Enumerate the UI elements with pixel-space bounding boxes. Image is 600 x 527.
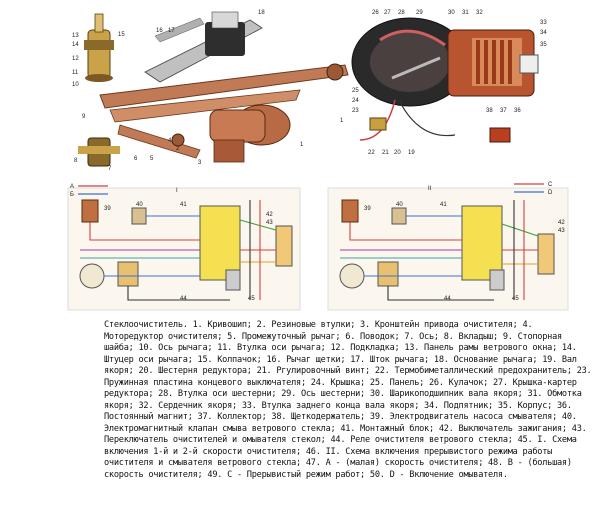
svg-text:44: 44 [180,296,187,302]
svg-text:41: 41 [180,202,187,208]
label-15: 15 [118,32,125,38]
svg-text:II: II [428,186,432,192]
label-8: 8 [74,158,78,164]
svg-text:28: 28 [398,10,405,16]
svg-text:43: 43 [558,228,565,234]
label-10: 10 [72,82,79,88]
svg-text:39: 39 [104,206,111,212]
label-6: 6 [134,156,138,162]
svg-text:40: 40 [396,202,403,208]
label-1b: 1 [340,118,344,124]
label-13: 13 [72,33,79,39]
svg-text:40: 40 [136,202,143,208]
label-16: 16 [156,28,163,34]
svg-text:43: 43 [266,220,273,226]
wiring-schema-2 [328,182,568,310]
svg-text:39: 39 [364,206,371,212]
label-5: 5 [150,156,154,162]
svg-text:33: 33 [540,20,547,26]
label-17: 17 [168,28,175,34]
svg-text:31: 31 [462,10,469,16]
svg-text:A: A [70,184,75,190]
label-18: 18 [258,10,265,16]
svg-text:38: 38 [486,108,493,114]
svg-text:30: 30 [448,10,455,16]
svg-text:45: 45 [512,296,519,302]
svg-text:34: 34 [540,30,547,36]
svg-text:29: 29 [416,10,423,16]
label-1a: 1 [300,142,304,148]
figure-caption: Стеклоочиститель. 1. Кривошип; 2. Резиновые втулки; 3. Кронштейн привода очистителя; 4. Моторедуктор очистителя; 5. Промежуточный рычаг; 6. Поводок; 7. Ось; 8. Вкладыш; 9. Стопорная шайба; 10. Ось рычага; 11. Втулка оси рычага; 12. Подкладка; 13. Панель рамы ветрового окна; 14. Штуцер оси рычага; 15. Колпачок; 16. Рычаг щетки; 17. Шток рычага; 18. Основание рычага; 19. Вал якоря; 20. Шестерня редуктора; 21. Ргулировочный винт; 22. Термобиметаллический предохранитель; 23. Пружинная пластина концевого выключателя; 24. Крышка; 25. Панель; 26. Кулачок; 27. Крышка-картер редуктора; 28. Втулка оси шестерни; 29. Ось шестерни; 30. Шарикоподшипник вала якоря; 31. Обмотка якоря; 32. Сердечник якоря; 33. Втулка заднего конца вала якоря; 34. Подпятник; 35. Корпус; 36. Постоянный магнит; 37. Коллектор; 38. Щеткодержатель; 39. Электродвигатель насоса смывателя; 40. Электромагнитный клапан смыва ветрового стекла; 41. Монтажный блок; 42. Выключатель зажигания; 43. Переключатель очистителей и омывателя стекол; 44. Реле очистителя ветрового стекла; 45. I. Схема включения 1-й и 2-й скорости очистителя; 46. II. Схема включения прерывистого режима работы очистителя и смывателя ветрового стекла; 47. А - (малая) скорость очистителя; 48. B - (большая) скорость очистителя; 49. С - Прерывистый режим работ; 50. D - Включение омывателя. [104,320,597,480]
svg-text:I: I [176,188,178,194]
svg-text:42: 42 [558,220,565,226]
svg-text:36: 36 [514,108,521,114]
label-3: 3 [198,160,202,166]
svg-text:27: 27 [384,10,391,16]
svg-text:32: 32 [476,10,483,16]
svg-text:42: 42 [266,212,273,218]
svg-text:22: 22 [368,150,375,156]
motor-cutaway-illustration [352,18,538,142]
svg-text:24: 24 [352,98,359,104]
label-2: 2 [176,146,180,152]
svg-text:С: С [548,182,553,188]
svg-text:25: 25 [352,88,359,94]
svg-text:23: 23 [352,108,359,114]
label-11: 11 [72,70,79,76]
label-7: 7 [108,166,112,172]
svg-text:26: 26 [372,10,379,16]
label-14: 14 [72,42,79,48]
svg-text:21: 21 [382,150,389,156]
svg-text:Б: Б [70,192,74,198]
wiring-schema-1 [68,184,300,310]
svg-text:45: 45 [248,296,255,302]
label-4: 4 [168,138,172,144]
svg-text:D: D [548,190,553,196]
svg-text:20: 20 [394,150,401,156]
svg-text:37: 37 [500,108,507,114]
svg-text:44: 44 [444,296,451,302]
svg-text:41: 41 [440,202,447,208]
svg-text:35: 35 [540,42,547,48]
label-9: 9 [82,114,86,120]
svg-text:19: 19 [408,150,415,156]
label-12: 12 [72,56,79,62]
